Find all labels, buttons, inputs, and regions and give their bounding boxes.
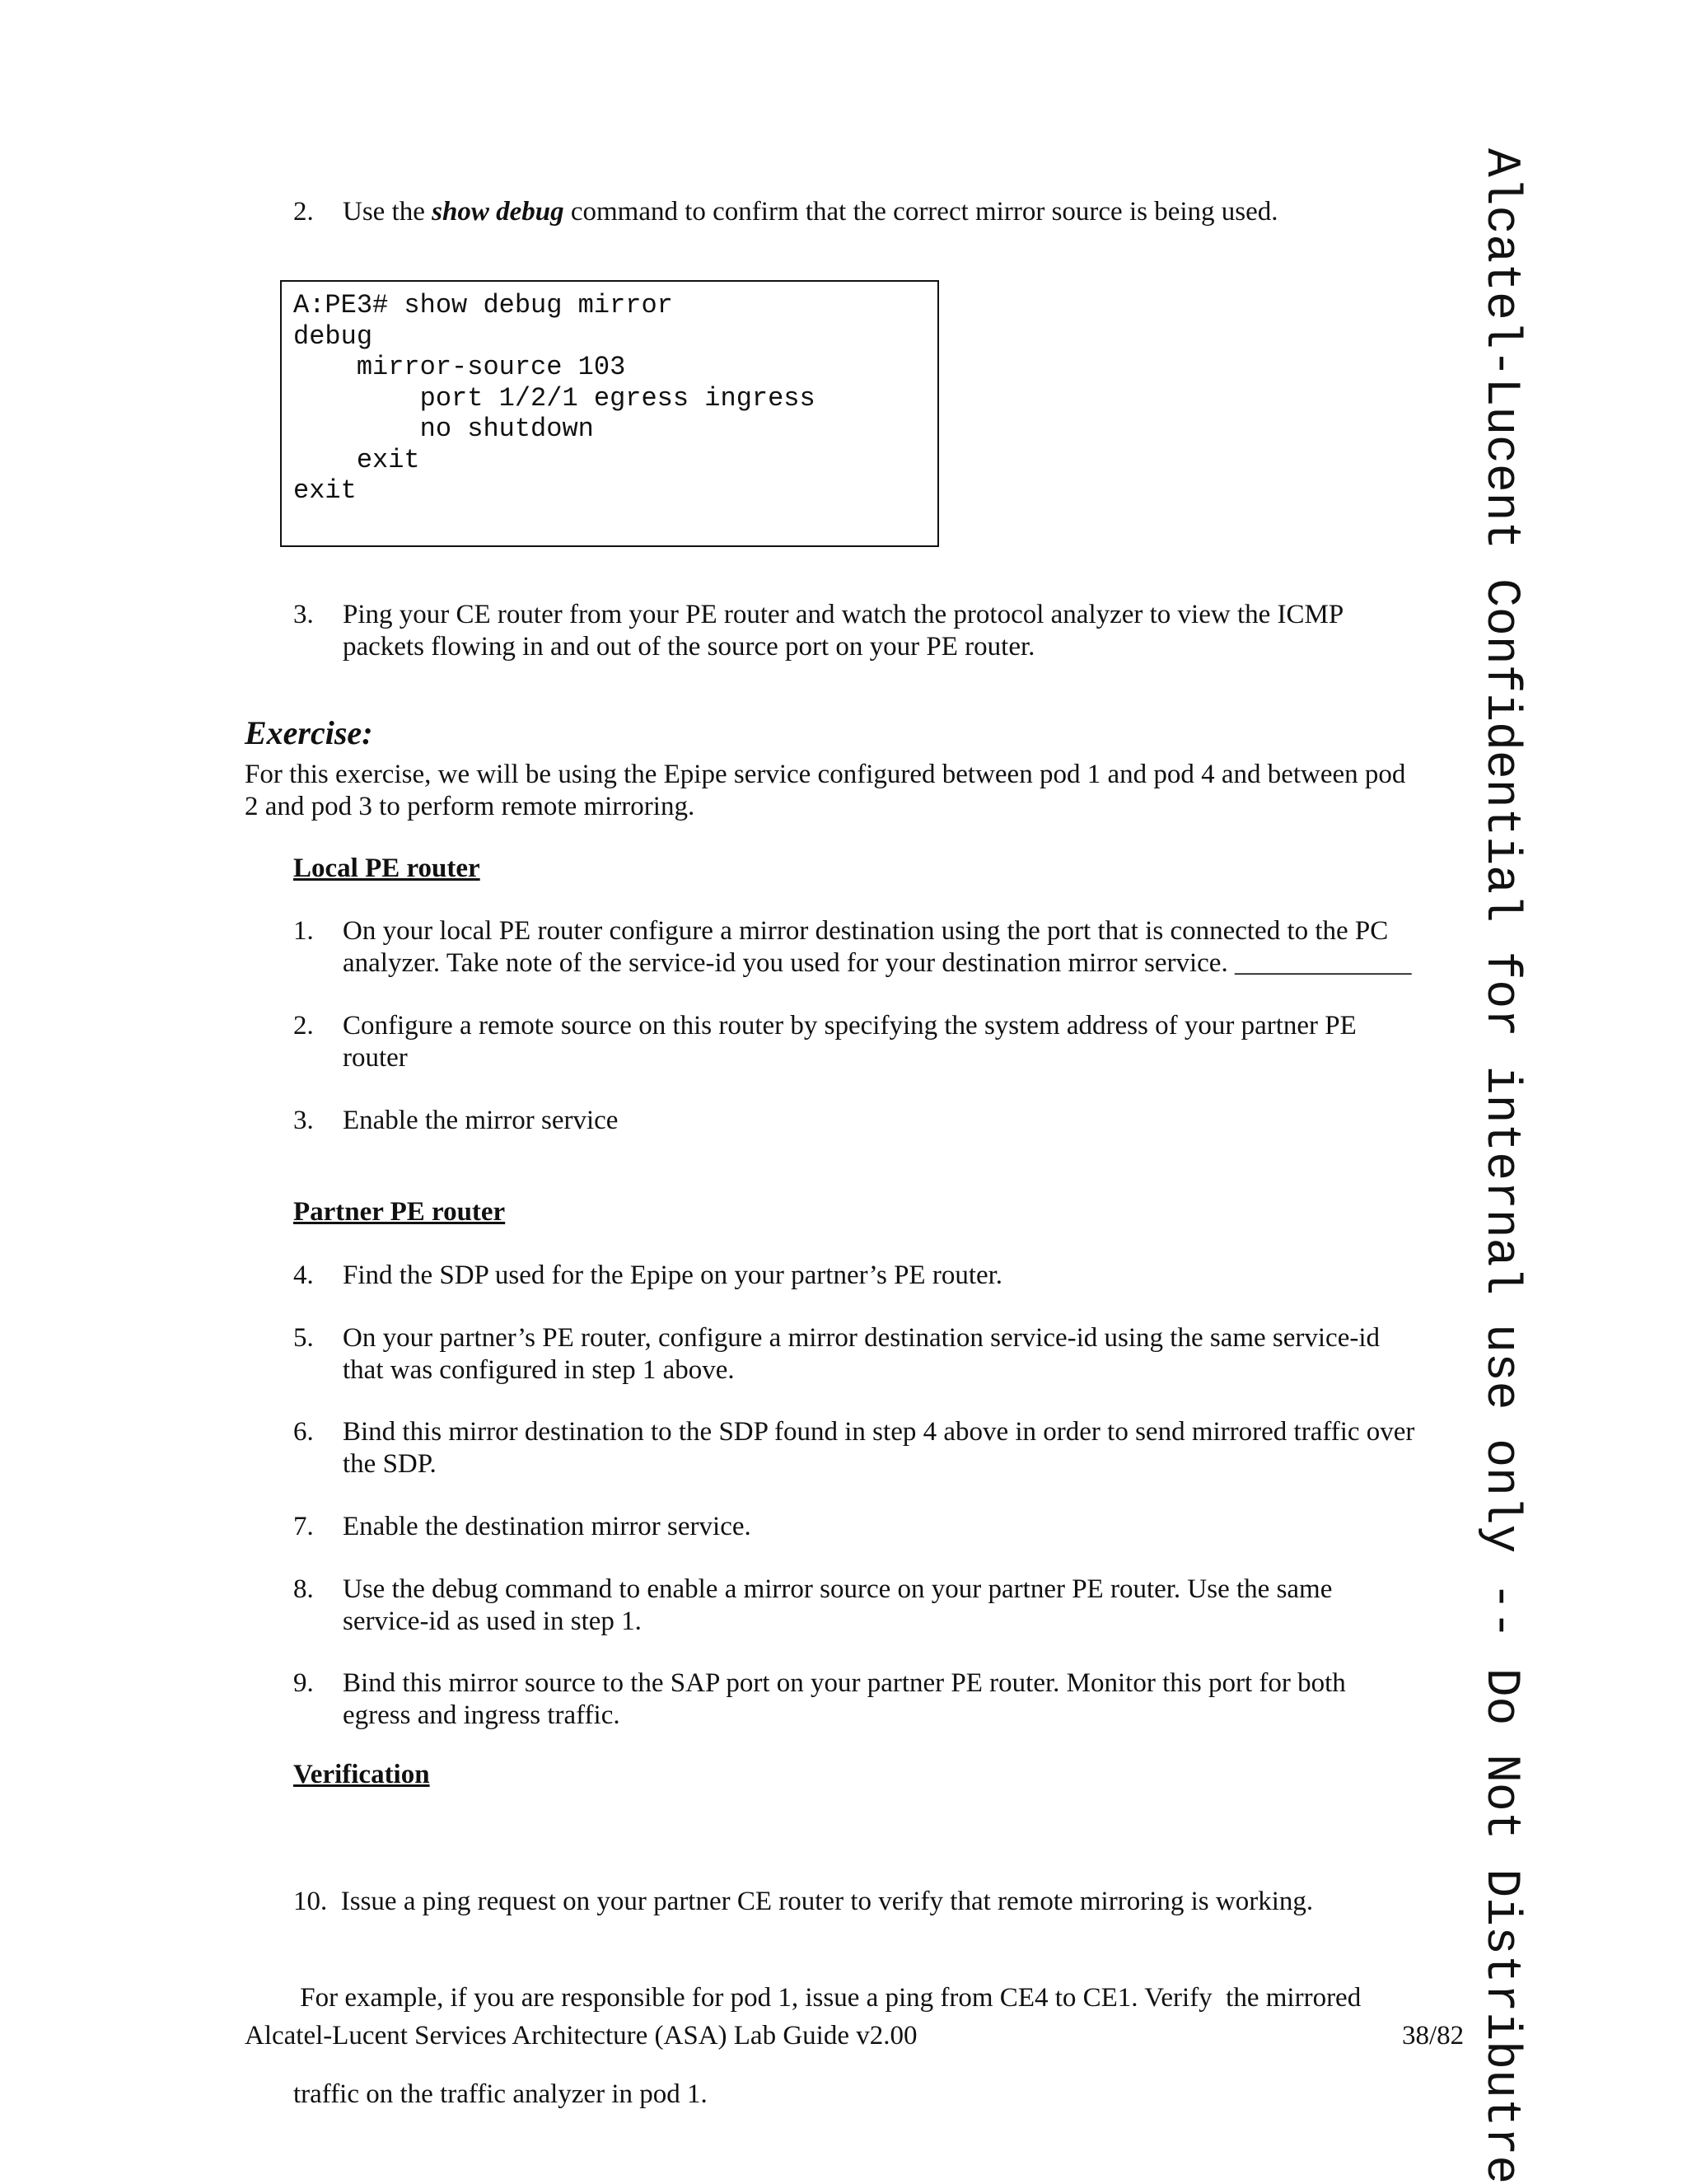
step-text xyxy=(343,1511,751,1543)
footer-page-number: 38/82 xyxy=(1402,2021,1465,2051)
step-text xyxy=(343,196,1278,228)
step-line: Enable the mirror service xyxy=(343,1106,619,1135)
verification-text xyxy=(293,1822,1488,2143)
step-text xyxy=(343,1574,1332,1638)
step-line: Ping your CE router from your PE router and watch the protocol analyzer to view the ICMP xyxy=(343,600,1344,629)
step-line: service-id as used in step 1. xyxy=(343,1606,642,1636)
code-line: port 1/2/1 egress ingress xyxy=(293,383,815,414)
step-number: 9. xyxy=(293,1668,314,1698)
step-number: 5. xyxy=(293,1323,314,1353)
step-line: Find the SDP used for the Epipe on your partner’s PE router. xyxy=(343,1260,1003,1290)
confidential-watermark: Alcatel-Lucent Confidential for internal use only -- Do Not Distributre xyxy=(1474,148,1527,2184)
step-line: On your local PE router configure a mirror destination using the port that is connected to the PC xyxy=(343,916,1389,946)
code-line: no shutdown xyxy=(293,414,594,444)
step-text xyxy=(343,915,1411,980)
exercise-description xyxy=(245,759,1480,823)
step-number: 1. xyxy=(293,916,314,946)
step-number: 2. xyxy=(293,1011,314,1041)
step-text xyxy=(343,1010,1357,1074)
step-text-post: command to confirm that the correct mirror source is being used. xyxy=(563,197,1278,227)
step-number: 3. xyxy=(293,600,314,629)
code-line: A:PE3# show debug mirror xyxy=(293,290,673,320)
step-line: Bind this mirror destination to the SDP found in step 4 above in order to send mirrored traffic over xyxy=(343,1417,1415,1447)
step-text xyxy=(343,1105,618,1137)
partner-pe-heading: Partner PE router xyxy=(293,1197,506,1227)
code-line: mirror-source 103 xyxy=(293,352,626,382)
step-line: router xyxy=(343,1043,408,1073)
step-text xyxy=(343,1667,1346,1732)
step-line: Configure a remote source on this router by specifying the system address of your partner PE xyxy=(343,1011,1357,1041)
step-number: 7. xyxy=(293,1512,314,1541)
step-text xyxy=(343,1416,1414,1480)
code-line: exit xyxy=(293,475,357,506)
cli-output-box xyxy=(280,280,939,547)
step-line: that was configured in step 1 above. xyxy=(343,1355,735,1385)
command-show-debug: show debug xyxy=(432,197,564,227)
step-text xyxy=(343,1260,1002,1292)
exercise-heading: Exercise: xyxy=(245,714,373,751)
verification-line: 10. Issue a ping request on your partner CE router to verify that remote mirroring is working. xyxy=(293,1887,1314,1916)
step-line: egress and ingress traffic. xyxy=(343,1700,620,1730)
step-line: the SDP. xyxy=(343,1449,437,1479)
step-line: Use the debug command to enable a mirror source on your partner PE router. Use the same xyxy=(343,1574,1333,1604)
step-text-pre: Use the xyxy=(343,197,432,227)
step-line: Enable the destination mirror service. xyxy=(343,1512,751,1541)
step-number: 3. xyxy=(293,1106,314,1135)
step-number: 8. xyxy=(293,1574,314,1604)
verification-line: traffic on the traffic analyzer in pod 1. xyxy=(293,2079,708,2109)
verification-heading: Verification xyxy=(293,1760,430,1789)
step-number: 2. xyxy=(293,197,314,227)
step-text xyxy=(343,1322,1380,1387)
step-text xyxy=(343,599,1344,663)
code-line: debug xyxy=(293,321,373,352)
step-line: On your partner’s PE router, configure a mirror destination service-id using the same service-id xyxy=(343,1323,1381,1353)
step-line: Bind this mirror source to the SAP port on your partner PE router. Monitor this port for both xyxy=(343,1668,1346,1698)
step-number: 6. xyxy=(293,1417,314,1447)
exercise-line: 2 and pod 3 to perform remote mirroring. xyxy=(245,792,695,821)
local-pe-heading: Local PE router xyxy=(293,853,480,883)
exercise-line: For this exercise, we will be using the Epipe service configured between pod 1 and pod 4 and between pod xyxy=(245,760,1406,789)
code-line: exit xyxy=(293,445,420,475)
step-line: packets flowing in and out of the source port on your PE router. xyxy=(343,632,1035,662)
step-line: analyzer. Take note of the service-id you used for your destination mirror service. _____________ xyxy=(343,948,1412,978)
verification-line: For example, if you are responsible for pod 1, issue a ping from CE4 to CE1. Verify the mirrored xyxy=(293,1983,1362,2013)
step-number: 4. xyxy=(293,1260,314,1290)
footer-title: Alcatel-Lucent Services Architecture (ASA) Lab Guide v2.00 xyxy=(245,2021,918,2051)
